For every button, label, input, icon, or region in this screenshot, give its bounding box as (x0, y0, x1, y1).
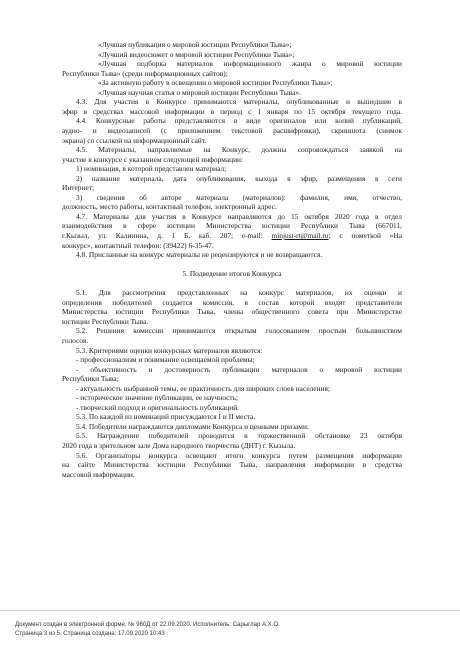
text-line: 5.6. Организаторы конкурса освещают итоги конкурса путем размещения информации (76, 450, 402, 460)
text-line: 5.3. Критериями оценки конкурсных материалов являются: (76, 345, 263, 355)
document-footer (0, 610, 460, 651)
text-line: - историческое значение публикации, ее научность; (76, 393, 239, 403)
text-line: юстиции Республики Тыва. (62, 316, 149, 326)
text-line: на сайте Министерства юстиции Республики Тыва, направления информации в средства (62, 460, 402, 470)
text-line: 4.7. Материалы для участия в Конкурсе направляются до 15 октября 2020 года в отдел (76, 211, 402, 221)
text-line: Республики Тыва; (62, 374, 119, 384)
text-line: «Лучшая подборка материалов информационного жанра о мировой юстиции (98, 59, 402, 69)
text-line: 4.3. Для участия в Конкурсе принимаются материалы, опубликованные и вышедшие в (76, 97, 402, 107)
text-line: 5.3. По каждой из номинаций присуждаются I и II места. (76, 412, 256, 422)
text-line: экрана) со ссылкой на информационный сайт. (62, 135, 207, 145)
text-line: конкурс», контактный телефон: (39422) 6-35-47. (62, 240, 214, 250)
text-line: эфир в средствах массовой информации в период с 1 января по 15 октября текущего года. (62, 106, 402, 116)
email-link[interactable]: minjust-rt@mail.ru (271, 231, 329, 240)
text-line: - объективность и достоверность публикации материалов о мировой юстиции (76, 364, 402, 374)
text-line: определения победителей создается комиссия, в состав которой входят представители (62, 297, 402, 307)
text-line: 4.8. Присланные на конкурс материалы не рецензируются и не возвращаются. (76, 250, 323, 260)
text-line: «Лучшая публикация о мировой юстиции Республики Тыва»; (98, 40, 292, 49)
text-line: голосов. (62, 335, 89, 345)
text-line: - творческий подход и оригинальность публикаций. (76, 402, 239, 412)
text-line: «За активную работу в освещении о мировой юстиции Республики Тыва»; (98, 78, 333, 88)
text-line: 5.2. Решения комиссии принимаются открытым голосованием простым большинством (76, 326, 402, 336)
text-line: аудио- и видеозаписей (с приложением текстовой расшифровки), скриншота (снимок (62, 125, 402, 135)
text-line: г.Кызыл, ул. Калинина, д. 1 Б, каб. 207; e-mail: minjust-rt@mail.ru; с пометкой «На (62, 231, 402, 240)
text-line: 5.5. Награждение победителей проводится в торжественной обстановке 23 октября (76, 431, 402, 441)
text-line: участие в конкурсе с указанием следующей информации: (62, 154, 244, 164)
text-line: Интернет; (62, 183, 95, 193)
text-line: 4.5. Материалы, направляемые на Конкурс, должны сопровождаться заявкой на (76, 145, 402, 155)
text-line: «Лучшая научная статья о мировой юстиции Республики Тыва». (98, 87, 301, 97)
section-heading: 5. Подведение итогов Конкурса (182, 269, 282, 279)
text-line: 4.4. Конкурсные работы представляются в виде оригиналов или копий публикаций, (76, 116, 402, 126)
text-line: 3) сведения об авторе материала (материалов): фамилия, имя, отчество, (76, 192, 402, 202)
text-line: 1) номинация, в которой представлен материал; (76, 164, 227, 174)
text-line: взаимодействия в сфере юстиции Министерства юстиции Республики Тыва (667011, (62, 221, 402, 231)
text-line: - актуальность выбранной темы, ее практичность для широких слоев населения; (76, 383, 330, 393)
footer-page-info: Страница 3 из 5. Страница создана: 17.09.2020 10:43 (15, 631, 165, 637)
text-line: Республики Тыва» (среди информационных сайтов); (62, 68, 228, 78)
text-line: массовой информации. (62, 469, 135, 479)
text-line: 2020 года в зрительном зале Дома народного творчества (ДНТ) г. Кызыла. (62, 441, 296, 450)
text-line: должность, место работы, контактный телефон, электронный адрес. (62, 202, 277, 212)
text-line: - профессионализм и понимание освещаемой проблемы; (76, 355, 255, 365)
footer-document-info: Документ создан в электронной форме. № 960Д от 22.09.2020. Исполнитель: Сарыглар А.Х.О. (15, 622, 280, 628)
text-line: «Лучший видеосюжет о мировой юстиции Республики Тыва»; (98, 49, 295, 59)
text-line: 2) название материала, дата опубликования, выхода в эфир, размещения в сети (76, 173, 402, 183)
text-line: 5.4. Победители награждаются дипломами Конкурса и ценными призами. (76, 421, 309, 431)
text-line: 5.1. Для рассмотрения представленных на конкурс материалов, их оценки и (76, 288, 402, 298)
text-line: Министерства юстиции Республики Тыва, члены общественного совета при Министерстве (62, 307, 402, 317)
